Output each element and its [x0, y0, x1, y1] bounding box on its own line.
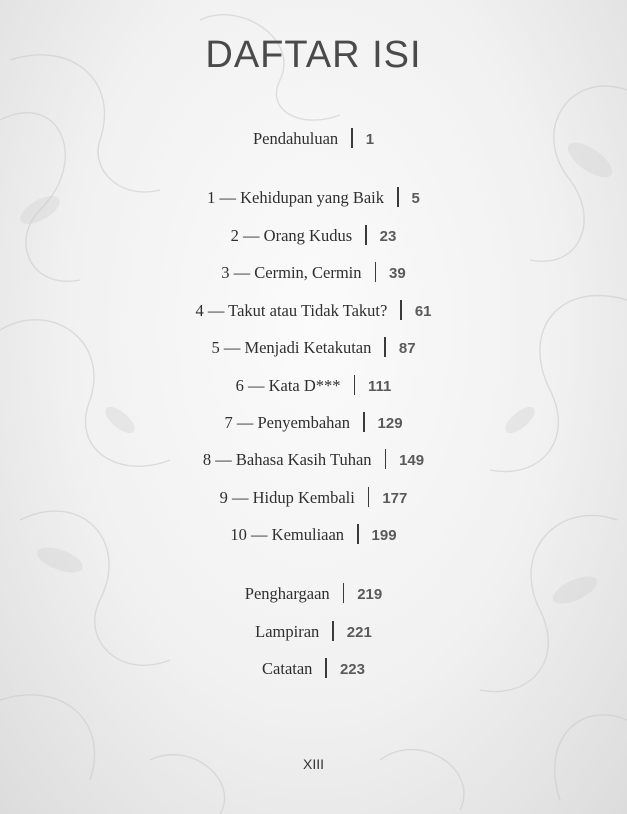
toc-entry-chapter-1[interactable]: [0, 187, 627, 208]
toc-entry-page: 1: [365, 131, 375, 148]
toc-entry-lampiran[interactable]: [0, 621, 627, 642]
toc-entry-chapter-7[interactable]: [0, 412, 627, 433]
toc-entry-label: 7 — Penyembahan: [224, 413, 351, 432]
toc-separator: [384, 337, 386, 357]
toc-entry-page: 221: [346, 624, 372, 641]
toc-separator: [368, 487, 370, 507]
toc-entry-chapter-5[interactable]: [0, 337, 627, 358]
toc-entry-page: 111: [368, 378, 392, 395]
toc-separator: [351, 128, 353, 148]
toc-entry-page: 87: [398, 340, 416, 357]
toc-separator: [325, 658, 327, 678]
toc-entry-page: 61: [414, 303, 432, 320]
toc-entry-label: 5 — Menjadi Ketakutan: [211, 338, 372, 357]
toc-entry-page: 223: [339, 661, 365, 678]
toc-separator: [357, 524, 359, 544]
page-number: XIII: [302, 756, 324, 772]
toc-entry-page: 39: [389, 265, 406, 282]
toc-separator: [375, 262, 377, 282]
toc-separator: [400, 300, 402, 320]
toc-entry-label: Pendahuluan: [252, 129, 339, 148]
toc-entry-label: 4 — Takut atau Tidak Takut?: [195, 301, 388, 320]
toc-entry-page: 199: [371, 527, 397, 544]
toc-separator: [397, 187, 399, 207]
toc-entry-label: 3 — Cermin, Cermin: [221, 263, 362, 282]
toc-entry-label: 6 — Kata D***: [235, 376, 341, 395]
toc-entry-page: 5: [411, 190, 420, 207]
toc-entry-page: 129: [377, 415, 403, 432]
toc-entry-label: Lampiran: [255, 622, 320, 641]
toc-entry-chapter-8[interactable]: [0, 449, 627, 470]
toc-entry-label: Catatan: [262, 659, 313, 678]
toc-entry-chapter-2[interactable]: [0, 225, 627, 246]
page-title: DAFTAR ISI: [205, 34, 422, 76]
toc-separator: [332, 621, 334, 641]
toc-separator: [363, 412, 365, 432]
toc-entry-chapter-3[interactable]: [0, 262, 627, 283]
toc-entry-page: 23: [379, 228, 397, 245]
toc-entry-label: Penghargaan: [244, 584, 330, 603]
toc-entry-chapter-9[interactable]: [0, 487, 627, 508]
toc-entry-label: 8 — Bahasa Kasih Tuhan: [202, 450, 372, 469]
toc-entry-chapter-6[interactable]: [0, 375, 627, 396]
toc-entry-page: 149: [399, 452, 425, 469]
toc-entry-label: 9 — Hidup Kembali: [219, 488, 355, 507]
toc-separator: [365, 225, 367, 245]
toc-entry-penghargaan[interactable]: [0, 583, 627, 604]
toc-separator: [385, 449, 387, 469]
toc-separator: [343, 583, 345, 603]
toc-entry-label: 10 — Kemuliaan: [230, 525, 345, 544]
toc-entry-page: 177: [382, 490, 408, 507]
toc-entry-catatan[interactable]: [0, 658, 627, 679]
toc-entry-label: 1 — Kehidupan yang Baik: [207, 188, 385, 207]
toc-entry-page: 219: [357, 586, 383, 603]
toc-entry-label: 2 — Orang Kudus: [230, 226, 353, 245]
toc-entry-pendahuluan[interactable]: [0, 128, 627, 149]
toc-entry-chapter-10[interactable]: [0, 524, 627, 545]
toc-separator: [354, 375, 356, 395]
toc-entry-chapter-4[interactable]: [0, 300, 627, 321]
